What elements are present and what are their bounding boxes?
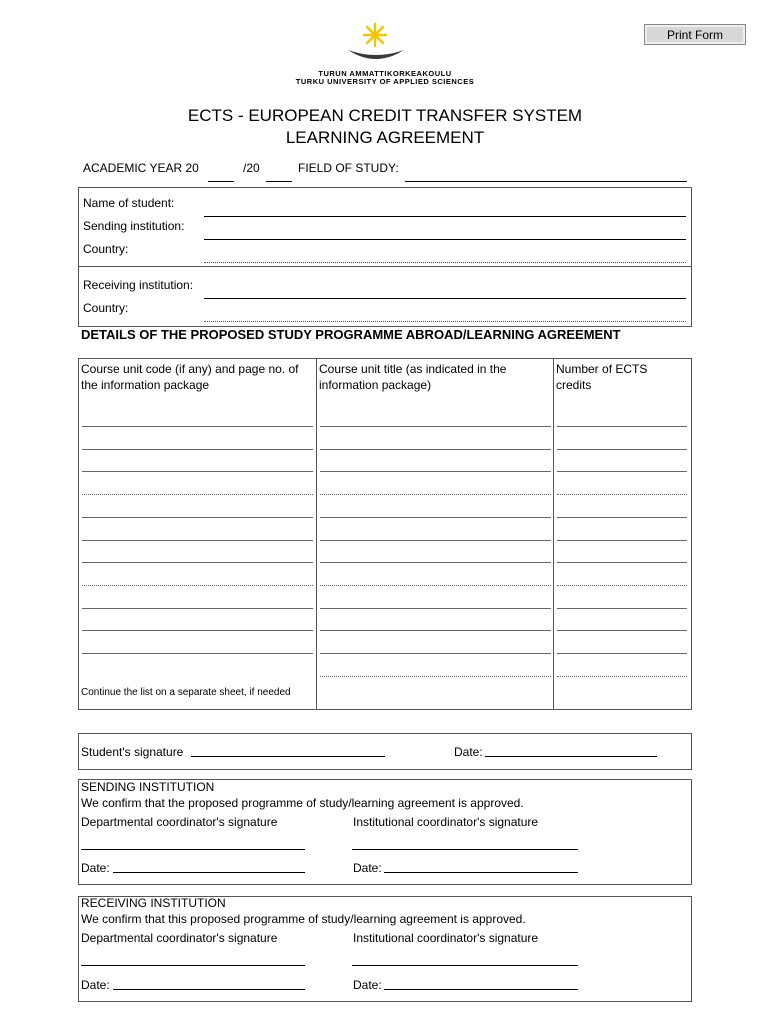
ects-credits-field[interactable] <box>557 608 687 609</box>
sending-institution-field[interactable] <box>204 239 686 240</box>
print-form-button[interactable]: Print Form <box>644 24 746 45</box>
course-code-field[interactable] <box>82 426 313 427</box>
sending-institution-box <box>78 779 692 885</box>
country-label: Country: <box>83 242 129 256</box>
student-signature-label: Student's signature <box>81 745 184 759</box>
course-code-field[interactable] <box>82 608 313 609</box>
course-title-field[interactable] <box>320 630 551 631</box>
receiving-dept-date-label: Date: <box>81 978 110 992</box>
table-col-divider-2 <box>553 358 554 710</box>
ects-credits-field[interactable] <box>557 585 687 586</box>
course-title-field[interactable] <box>320 585 551 586</box>
course-title-field[interactable] <box>320 653 551 654</box>
student-date-field[interactable] <box>485 756 657 757</box>
col-header-ects-credits: Number of ECTS credits <box>556 362 648 392</box>
receiving-dept-signature-field[interactable] <box>81 965 305 966</box>
sun-icon <box>364 24 386 46</box>
receiving-inst-signature-label: Institutional coordinator's signature <box>353 931 539 945</box>
sending-inst-date-field[interactable] <box>384 872 578 873</box>
course-title-field[interactable] <box>320 540 551 541</box>
details-heading: DETAILS OF THE PROPOSED STUDY PROGRAMME ABROAD/LEARNING AGREEMENT <box>81 327 621 342</box>
name-of-student-field[interactable] <box>204 216 686 217</box>
sending-confirm-text: We confirm that the proposed programme of study/learning agreement is approved. <box>81 796 524 810</box>
course-title-field[interactable] <box>320 426 551 427</box>
academic-year-label: ACADEMIC YEAR 20 <box>83 161 199 175</box>
sending-dept-signature-label: Departmental coordinator's signature <box>81 815 278 829</box>
receiving-institution-heading: RECEIVING INSTITUTION <box>81 896 226 910</box>
student-signature-field[interactable] <box>191 756 385 757</box>
logo-text-english: TURKU UNIVERSITY OF APPLIED SCIENCES <box>295 77 475 86</box>
ects-credits-field[interactable] <box>557 449 687 450</box>
receiving-country-label: Country: <box>83 301 129 315</box>
sending-dept-date-field[interactable] <box>113 872 305 873</box>
receiving-dept-signature-label: Departmental coordinator's signature <box>81 931 278 945</box>
course-code-field[interactable] <box>82 471 313 472</box>
course-title-field[interactable] <box>320 676 551 677</box>
course-code-field[interactable] <box>82 494 313 495</box>
university-logo <box>345 22 407 66</box>
student-info-divider <box>78 266 692 267</box>
academic-year-end-field[interactable] <box>266 181 292 182</box>
ects-credits-field[interactable] <box>557 426 687 427</box>
receiving-institution-label: Receiving institution: <box>83 278 194 292</box>
sending-dept-date-label: Date: <box>81 861 110 875</box>
ects-credits-field[interactable] <box>557 653 687 654</box>
receiving-institution-field[interactable] <box>204 298 686 299</box>
course-title-field[interactable] <box>320 494 551 495</box>
sending-inst-signature-label: Institutional coordinator's signature <box>353 815 539 829</box>
form-subtitle: LEARNING AGREEMENT <box>285 128 485 147</box>
course-code-field[interactable] <box>82 585 313 586</box>
continue-note: Continue the list on a separate sheet, if needed <box>81 687 291 698</box>
course-code-field[interactable] <box>82 653 313 654</box>
course-code-field[interactable] <box>82 449 313 450</box>
sending-institution-heading: SENDING INSTITUTION <box>81 780 215 794</box>
receiving-inst-date-field[interactable] <box>384 989 578 990</box>
table-col-divider-1 <box>316 358 317 710</box>
col-header-course-title: Course unit title (as indicated in the information package) <box>319 362 507 392</box>
course-title-field[interactable] <box>320 608 551 609</box>
course-code-field[interactable] <box>82 540 313 541</box>
academic-year-separator: /20 <box>243 161 260 175</box>
logo-text-finnish: TURUN AMMATTIKORKEAKOULU <box>318 69 452 78</box>
receiving-dept-date-field[interactable] <box>113 989 305 990</box>
form-title: ECTS - EUROPEAN CREDIT TRANSFER SYSTEM <box>187 106 583 125</box>
receiving-country-field[interactable] <box>204 321 686 322</box>
sending-institution-label: Sending institution: <box>83 219 185 233</box>
receiving-inst-signature-field[interactable] <box>352 965 578 966</box>
country-field[interactable] <box>204 262 686 263</box>
field-of-study-label: FIELD OF STUDY: <box>298 161 399 175</box>
field-of-study-field[interactable] <box>405 181 687 182</box>
course-table <box>78 358 692 710</box>
name-of-student-label: Name of student: <box>83 196 175 210</box>
receiving-inst-date-label: Date: <box>353 978 382 992</box>
sending-dept-signature-field[interactable] <box>81 849 305 850</box>
sending-inst-date-label: Date: <box>353 861 382 875</box>
ects-credits-field[interactable] <box>557 676 687 677</box>
ects-credits-field[interactable] <box>557 517 687 518</box>
ects-credits-field[interactable] <box>557 630 687 631</box>
ects-credits-field[interactable] <box>557 494 687 495</box>
course-title-field[interactable] <box>320 562 551 563</box>
col-header-course-code: Course unit code (if any) and page no. of the information package <box>81 362 299 392</box>
academic-year-start-field[interactable] <box>208 181 234 182</box>
course-title-field[interactable] <box>320 471 551 472</box>
course-code-field[interactable] <box>82 630 313 631</box>
course-title-field[interactable] <box>320 517 551 518</box>
ects-credits-field[interactable] <box>557 471 687 472</box>
ects-credits-field[interactable] <box>557 562 687 563</box>
course-title-field[interactable] <box>320 449 551 450</box>
course-code-field[interactable] <box>82 517 313 518</box>
receiving-confirm-text: We confirm that this proposed programme of study/learning agreement is approved. <box>81 912 526 926</box>
student-date-label: Date: <box>454 745 483 759</box>
sending-inst-signature-field[interactable] <box>352 849 578 850</box>
ects-credits-field[interactable] <box>557 540 687 541</box>
logo-arc <box>348 50 404 59</box>
course-code-field[interactable] <box>82 562 313 563</box>
